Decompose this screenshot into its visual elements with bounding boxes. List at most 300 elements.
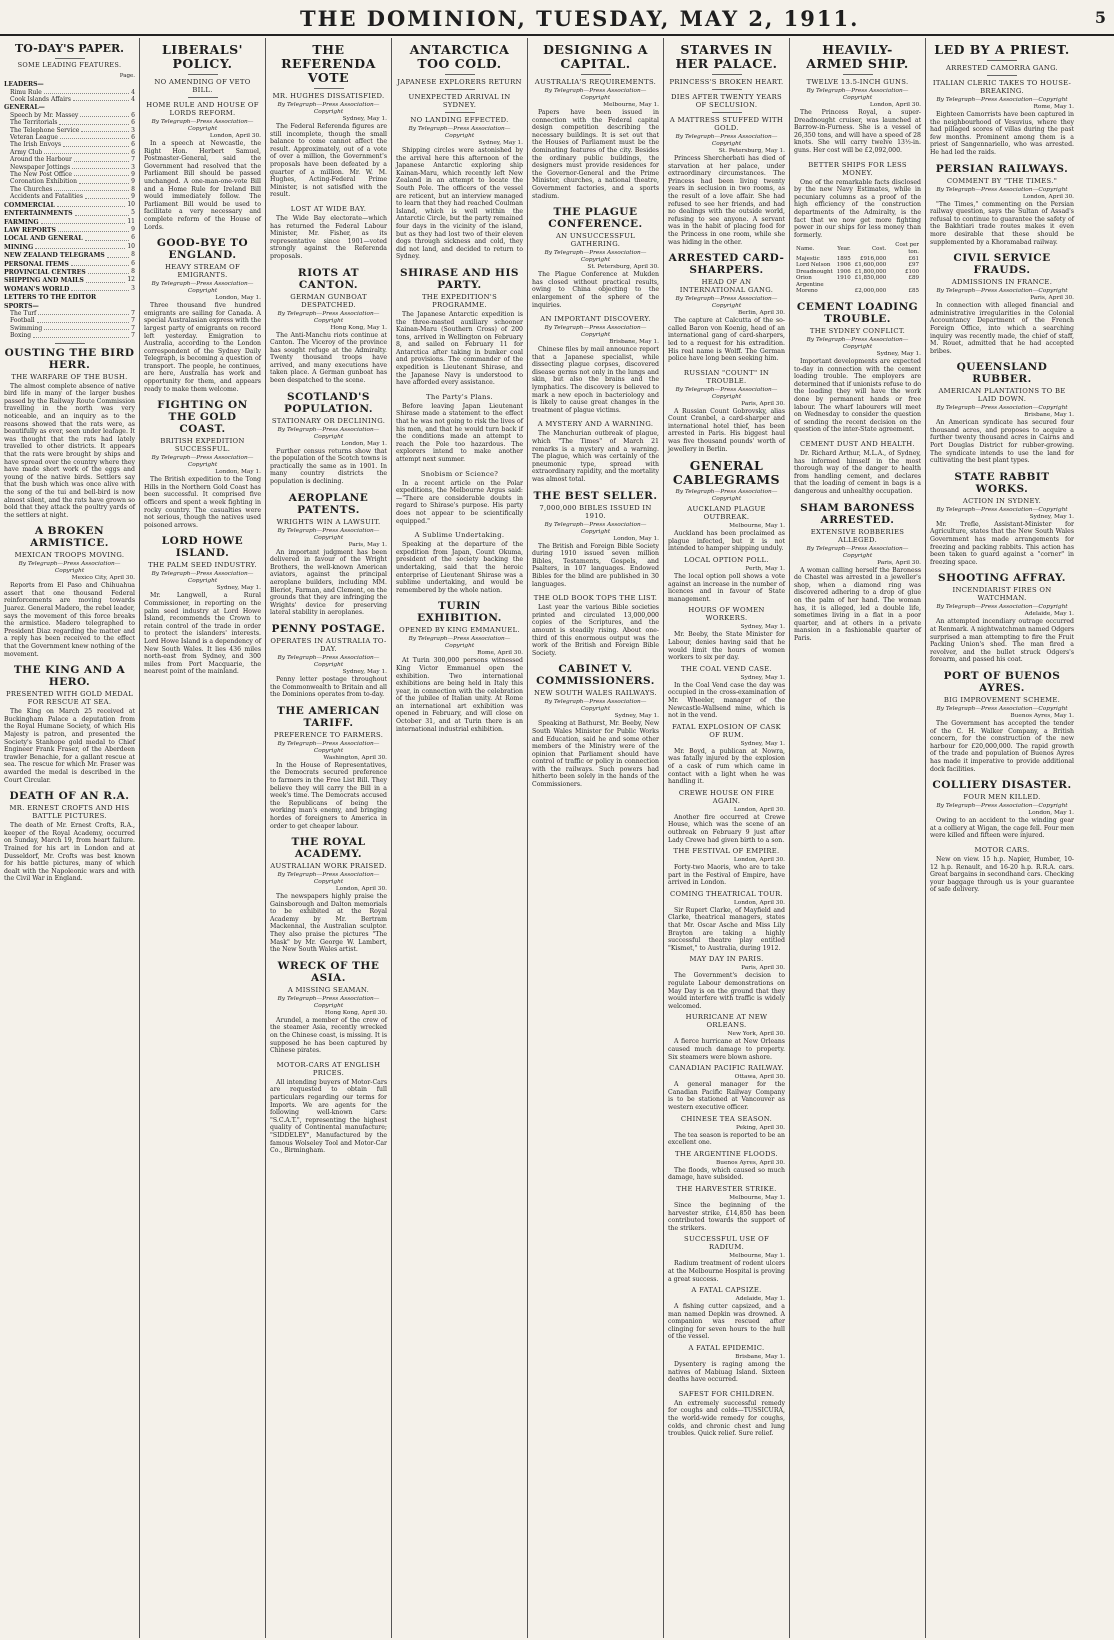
index-item-label: MINING — [4, 243, 34, 251]
rule — [712, 74, 742, 75]
article-headline: PENNY POSTAGE. — [271, 622, 386, 635]
article-goodbye — [144, 237, 261, 393]
article-headline: LED BY A PRIEST. — [934, 42, 1070, 57]
article-body: Chinese files by mail announce report that a Japanese specialist, while dissecting plague corpses, discovered disease germs not only in the lungs and skin, but also the brains and the lymphatics. The discovery is believed to mark a new epoch in bacteriology and is likely to cause great changes in the treatment of plague victims. — [532, 346, 659, 414]
dateline: London, April 30. — [733, 899, 785, 906]
dateline: Melbourne, May 1. — [729, 1253, 785, 1260]
cablegram-headline: CREWE HOUSE ON FIRE AGAIN. — [678, 788, 775, 805]
byline: By Telegraph—Press Association—Copyright — [277, 102, 380, 115]
table-cell: £61 — [908, 255, 919, 262]
article-gold-coast — [144, 399, 261, 529]
dateline: Sydney, May 1. — [216, 585, 261, 592]
index-leader-dots — [44, 149, 129, 154]
cablegram-body: Mr. Beeby, the State Minister for Labour, denies having said that he would limit the hours of women workers to six per day. — [668, 631, 785, 662]
article-count — [668, 369, 785, 454]
index-leader-dots — [35, 243, 125, 249]
rule — [581, 74, 611, 75]
article-persian — [930, 163, 1074, 247]
table-cell: Moreno — [796, 288, 818, 295]
index-item-label: Rimu Rule — [10, 88, 42, 96]
article-king-hero — [4, 664, 135, 784]
cablegram-item — [668, 723, 785, 786]
article-sublime-undertaking — [396, 531, 523, 594]
index-item-label: Army Club — [10, 148, 43, 156]
cablegram-headline: THE FESTIVAL OF EMPIRE. — [673, 847, 780, 856]
dateline: Buenos Ayres, April 30. — [716, 1159, 785, 1166]
article-liberals — [144, 43, 261, 231]
article-penny-postage — [270, 623, 387, 699]
index-item-page: 4 — [131, 96, 135, 103]
article-subhead: BIG IMPROVEMENT SCHEME. — [943, 695, 1061, 704]
article-subhead: CEMENT DUST AND HEALTH. — [800, 440, 915, 448]
article-death-ra — [4, 790, 135, 883]
index-item-label: The Churches — [10, 185, 53, 193]
cablegram-body: A fishing cutter capsized, and a man named Depkin was drowned. A companion was rescued after clinging for seven hours to the hull of the vessel. — [668, 1303, 785, 1341]
rule — [55, 343, 85, 344]
dateline: Brisbane, May 1. — [609, 339, 659, 346]
byline: By Telegraph—Press Association—Copyright — [408, 126, 511, 139]
index-item-label: NEW ZEALAND TELEGRAMS — [4, 252, 105, 260]
index-item-page: 9 — [131, 225, 135, 233]
article-subhead: AN IMPORTANT DISCOVERY. — [540, 315, 651, 324]
index-item — [4, 234, 135, 242]
index-item — [4, 149, 135, 156]
article-subhead: PRESENTED WITH GOLD MEDAL FOR RESCUE AT SEA. — [5, 690, 134, 707]
index-item — [4, 96, 135, 103]
dateline: Hong Kong, April 30. — [324, 1009, 387, 1016]
article-subhead: THE WARFARE OF THE BUSH. — [11, 372, 128, 381]
index-item-label: Football — [10, 317, 35, 325]
index-item — [4, 260, 135, 268]
dateline: London, May 1. — [613, 535, 659, 542]
article-subhead: TWELVE 13.5-INCH GUNS. — [806, 78, 909, 86]
table-cell: Orion — [796, 275, 812, 282]
index-item-label: LOCAL AND GENERAL — [4, 235, 83, 243]
article-body: Penny letter postage throughout the Commonwealth to Britain and all the Dominions operates from to-day. — [270, 675, 387, 699]
index-item — [4, 89, 135, 96]
index-leader-dots — [58, 226, 129, 232]
index-item-page: 3 — [131, 163, 135, 171]
index-item-page: 8 — [131, 267, 135, 275]
index-item — [4, 103, 135, 111]
cablegram-item — [668, 955, 785, 1010]
article-subhead: A MYSTERY AND A WARNING. — [537, 420, 654, 429]
byline: By Telegraph—Press Association—Copyright — [544, 88, 647, 101]
index-item-page: 7 — [131, 309, 135, 317]
article-subhead: ADMISSIONS IN FRANCE. — [951, 278, 1053, 287]
byline: By Telegraph—Press Association—Copyright — [151, 455, 254, 469]
article-subhead: THE EXPEDITION'S PROGRAMME. — [421, 292, 498, 309]
index-item-label: Accidents and Fatalities — [10, 193, 83, 201]
index-item-label: PERSONAL ITEMS — [4, 260, 69, 268]
cablegram-headline: THE HARVESTER STRIKE. — [676, 1184, 777, 1193]
cablegram-headline: COMING THEATRICAL TOUR. — [669, 889, 784, 898]
cablegram-body: The tea season is reported to be an excellent one. — [668, 1131, 785, 1147]
article-subhead: ACTION IN SYDNEY. — [962, 496, 1042, 505]
article-headline: QUEENSLAND RUBBER. — [956, 361, 1048, 386]
advert-body: New on view. 15 h.p. Napier, Humber, 10-12 h.p. Renault, and 16-20 h.p. R.R.A. cars. Great bargains in secondhand cars. Checking your baggage through us is your guarantee of safe delivery. — [930, 855, 1074, 894]
article-body: Speaking at the departure of the expedition from Japan, Count Okuma, president of the society backing the undertaking, said that the heroic enterprise of Lieutenant Shirase was a sublime undertaking, and would be remembered by the whole nation. — [396, 541, 523, 594]
cablegram-item — [668, 606, 785, 661]
column-3 — [266, 38, 392, 1638]
table-header-cell: Year. — [837, 245, 851, 252]
index-item-label: LEADERS— — [4, 81, 44, 89]
article-rabbit — [930, 471, 1074, 567]
index-item-page: 7 — [131, 317, 135, 325]
table-cell — [888, 282, 921, 289]
dateline: Sydney, May 1. — [478, 140, 523, 146]
article-subhead: MR. ERNEST CROFTS AND HIS BATTLE PICTURES. — [9, 804, 130, 821]
article-wide-bay — [270, 205, 387, 261]
index-item-label: The Irish Envoys — [10, 141, 62, 149]
table-cell: 1895 — [836, 255, 851, 262]
dateline: London, May 1. — [215, 295, 261, 302]
cablegram-body: Dysentery is raging among the natives of Mabiuag Island. Sixteen deaths have occurred. — [668, 1361, 785, 1384]
index-leader-dots — [72, 164, 129, 169]
article-headline: ANTARCTICA TOO COLD. — [409, 42, 510, 71]
newspaper-columns — [0, 38, 1114, 1638]
table-cell: 1906 — [836, 262, 851, 269]
article-royal-academy — [270, 836, 387, 954]
article-cablegrams — [668, 459, 785, 1384]
article-subhead: NO AMENDING OF VETO BILL. — [154, 78, 251, 94]
cablegram-item — [668, 1013, 785, 1061]
rule — [314, 88, 344, 89]
rule — [445, 112, 475, 113]
article-shirase — [396, 267, 523, 387]
article-headline: COLLIERY DISASTER. — [932, 779, 1072, 792]
byline: By Telegraph—Press Association—Copyright — [151, 119, 254, 132]
article-subhead: MEXICAN TROOPS MOVING. — [14, 551, 125, 560]
article-subhead: RUSSIAN "COUNT" IN TROUBLE. — [683, 368, 770, 385]
index-item-label: The Turf — [10, 309, 37, 317]
index-item — [4, 119, 135, 126]
article-body: In a speech at Newcastle, the Right Hon. Herbert Samuel, Postmaster-General, said the Government had resolved that the Parliament Bill should be passed unchanged. A one-man-one-vote Bill and a Home Rule for Ireland Bill would immediately follow. The Parliament Bill would be used to facilitate a very necessary and complete reform of the House of Lords. — [144, 140, 261, 231]
article-cement-dust — [794, 440, 921, 496]
article-headline: LIBERALS' POLICY. — [162, 42, 243, 71]
index-item-page: 6 — [131, 119, 135, 127]
index-item-page: 6 — [131, 234, 135, 242]
index-item — [4, 310, 135, 317]
cablegram-headline: LOCAL OPTION POLL. — [684, 556, 769, 565]
article-subhead: AUSTRALIA'S REQUIREMENTS. — [534, 78, 657, 86]
cablegram-item — [668, 1115, 785, 1147]
article-body: In the House of Representatives, the Democrats secured preference to farmers in the Free List Bill. They believe they will carry the Bill in a week's time. The Democrats accused the Republicans of being the working man's enemy, and bringing hordes of foreigners to America in order to get cheaper labour. — [270, 761, 387, 830]
index-leader-dots — [38, 310, 129, 315]
article-headline: CABINET V. COMMISSIONERS. — [536, 663, 655, 688]
index-leader-dots — [71, 260, 129, 266]
table-header-row — [794, 242, 921, 255]
article-subhead: MR. HUGHES DISSATISFIED. — [272, 92, 385, 100]
dateline: Ottawa, April 30. — [734, 1074, 785, 1081]
cablegram-body: Radium treatment of rodent ulcers at the Melbourne Hospital is proving a great success. — [668, 1260, 785, 1283]
article-subhead: ITALIAN CLERIC TAKES TO HOUSE-BREAKING. — [932, 79, 1072, 95]
article-body: Mr. Trefle, Assistant-Minister for Agriculture, states that the New South Wales Government has made arrangements for freezing and packing rabbits. This action has been taken to guard against a "corner" in freezing space. — [930, 520, 1074, 566]
column-5 — [528, 38, 664, 1638]
dateline: London, April 30. — [335, 886, 387, 893]
dateline: Sydney, May 1. — [1029, 513, 1074, 520]
article-headline: PORT OF BUENOS AYRES. — [943, 669, 1061, 694]
index-leader-dots — [37, 317, 129, 322]
cablegram-item — [668, 847, 785, 887]
table-cell — [853, 282, 889, 289]
byline: By Telegraph—Press Association—Copyright — [544, 521, 647, 535]
article-body: The Wide Bay electorate—which has returned the Federal Labour Minister, Mr. Fisher, as its representative since 1901—voted strongly against the Referenda proposals. — [270, 214, 387, 260]
cablegram-body: Sir Rupert Clarke, of Mayfield and Clarke, theatrical managers, states that Mr. Oscar Asche and Miss Lily Brayton are taking a highly successful theatre play entitled "Kismet," to Australia, during 1912. — [668, 906, 785, 952]
rule — [712, 89, 742, 90]
byline: By Telegraph—Press Association—Copyright — [936, 97, 1068, 103]
cablegram-headline: AUCKLAND PLAGUE OUTBREAK. — [687, 505, 766, 522]
index-item — [4, 193, 135, 200]
article-body: The capture at Calcutta of the so-called Baron von Koenig, head of an international gang of card-sharpers, led to a request for his extradition. His real name is Wolff. The German police have long been seeking him. — [668, 317, 785, 363]
article-colliery — [930, 779, 1074, 840]
dateline: London, May 1. — [1028, 810, 1074, 817]
article-card-sharpers — [668, 252, 785, 363]
dateline: Sydney, May 1. — [614, 713, 659, 720]
dateline: Brisbane, May 1. — [1024, 412, 1074, 419]
dateline: Adelaide, May 1. — [735, 1296, 785, 1303]
index-item-page: 3 — [131, 126, 135, 134]
dateline: Sydney, May 1. — [342, 116, 387, 122]
index-item-page: 9 — [131, 171, 135, 179]
byline: By Telegraph—Press Association—Copyright — [936, 705, 1068, 712]
article-subhead: WRIGHTS WIN A LAWSUIT. — [276, 517, 381, 526]
article-armistice — [4, 525, 135, 658]
index-item-page: 10 — [127, 200, 135, 208]
article-subhead: The Party's Plans. — [426, 392, 493, 401]
article-subhead: THE SYDNEY CONFLICT. — [809, 327, 906, 336]
article-priest — [930, 43, 1074, 157]
dateline: Melbourne, May 1. — [729, 523, 785, 530]
index-item-page: 6 — [131, 148, 135, 156]
dateline: Peking, April 30. — [735, 1124, 785, 1131]
byline: By Telegraph—Press Association—Copyright — [277, 426, 380, 440]
article-subhead: THE PALM SEED INDUSTRY. — [148, 561, 257, 570]
index-item-label: Around the Harbour — [10, 156, 72, 164]
article-body: The Government has accepted the tender of the C. H. Walker Company, a British concern, for the construction of the new harbour for £20,000,000. The rapid growth of the trade and population of Buenos Ayres has made it imperative to provide additional dock facilities. — [930, 719, 1074, 773]
cablegram-headline: THE ARGENTINE FLOODS. — [675, 1149, 778, 1158]
article-body: The Japanese Antarctic expedition is the three-masted auxiliary schooner Kainan-Maru (Southern Cross) of 200 tons, arrived in Wellington on February 8, and sailed on February 11 for Antarctica after taking in bunker coal and provisions. The commander of the expedition is Lieutenant Shirase, and the Japanese Navy is understood to have afforded every assistance. — [396, 310, 523, 387]
article-body: Important developments are expected to-day in connection with the cement loading trouble. The employers are determined that if unionists refuse to do the loading they will have the work done by permanent hands or free labour. The wharf labourers will meet on Wednesday to consider the question of sending the recent decision on the question of the inter-State agreement. — [794, 358, 922, 434]
cablegram-item — [668, 1344, 785, 1384]
newspaper-title: THE DOMINION, TUESDAY, MAY 2, 1911. — [300, 6, 860, 31]
article-body: Arundel, a member of the crew of the steamer Asia, recently wrecked on the Chinese coast, is missing. It is supposed he has been captured by Chinese pirates. — [270, 1016, 387, 1055]
article-headline: THE ROYAL ACADEMY. — [291, 836, 366, 861]
dateline: Brisbane, May 1. — [735, 1354, 785, 1361]
article-body: An attempted incendiary outrage occurred at Renmark. A nightwatchman named Odgers surprised a man attempting to fire the Fruit Packing Union's shed. The man fired a revolver, and the bullet struck Odgers's forearm, and passed his coat. — [930, 618, 1074, 664]
article-buenos-ayres — [930, 670, 1074, 773]
article-subhead: STATIONARY OR DECLINING. — [271, 416, 386, 425]
table-cell: £1,600,000 — [854, 262, 887, 269]
index-item — [4, 186, 135, 193]
article-body: Before leaving Japan Lieutenant Shirase made a statement to the effect that he was not going to risk the lives of his men, and that he would turn back if the conditions made an attempt to reach the Pole too hazardous. The explorers intend to make another attempt next summer. — [396, 402, 523, 463]
cablegram-list — [668, 505, 785, 1384]
index-leader-dots — [79, 178, 129, 183]
byline: By Telegraph—Press Association—Copyright — [675, 489, 778, 503]
article-body: In connection with alleged financial and administrative irregularities in the Colonial Accountancy Department of the French Foreign Office, into which a searching inquiry was recently made, the chief of staff, M. Rouet, admitted that he had accepted bribes. — [930, 302, 1074, 355]
cablegram-item — [668, 505, 785, 553]
index-leader-dots — [57, 201, 126, 207]
byline: By Telegraph—Press Association—Copyright — [806, 88, 909, 101]
column-2 — [140, 38, 266, 1638]
column-7 — [790, 38, 926, 1638]
dateline: Paris, May 1. — [348, 541, 387, 548]
advert-motor-cars-2 — [930, 846, 1074, 894]
article-headline: A BROKEN ARMISTICE. — [30, 525, 109, 550]
index-item-label: The Territorials — [10, 119, 58, 127]
index-item — [4, 302, 135, 310]
dateline: Melbourne, May 1. — [603, 102, 659, 108]
article-plague — [532, 206, 659, 309]
table-row — [794, 256, 921, 263]
dateline: Paris, April 30. — [741, 400, 785, 407]
column-8 — [926, 38, 1078, 1638]
column-1 — [0, 38, 140, 1638]
article-referenda — [270, 43, 387, 199]
table-cell: 1910 — [836, 275, 851, 282]
article-headline: GENERAL CABLEGRAMS — [672, 458, 781, 488]
dateline: London, May 1. — [341, 440, 387, 447]
byline: By Telegraph—Press Association—Copyright — [277, 995, 380, 1009]
dateline: Paris, April 30. — [877, 559, 921, 566]
dateline: London, April 30. — [1022, 193, 1074, 200]
cablegram-item — [668, 1235, 785, 1283]
index-item-page: 11 — [127, 217, 135, 225]
byline: By Telegraph—Press Association—Copyright — [675, 134, 778, 147]
index-item-label: ENTERTAINMENTS — [4, 210, 73, 218]
article-headline: CEMENT LOADING TROUBLE. — [796, 301, 919, 326]
byline: By Telegraph—Press Association—Copyright — [936, 506, 1068, 513]
dateline: Mexico City, April 30. — [71, 575, 135, 582]
article-partys-plans — [396, 393, 523, 464]
dateline: London, April 30. — [733, 857, 785, 864]
article-subhead: GERMAN GUNBOAT DESPATCHED. — [290, 292, 367, 309]
article-body: The British expedition to the Tong Hills in the Northern Gold Coast has been successful. It comprised five officers and spent a week fighting in rocky country. The casualties were not serious, though the natives used poisoned arrows. — [144, 476, 261, 529]
byline: By Telegraph—Press Association—Copyright — [277, 527, 380, 541]
cablegram-headline: MAY DAY IN PARIS. — [689, 955, 764, 964]
article-body: Three thousand five hundred emigrants are sailing for Canada. A special Australasian express with the largest party of emigrants on record left yesterday. Emigration to Australia, according to the London correspondent of the Sydney Daily Telegraph, is becoming a question of transport. The people, he continues, are here, Australia has work and opportunity for them, and appears ready to make them welcome. — [144, 302, 261, 393]
index-item-page: 8 — [131, 185, 135, 193]
index-item-label: LAW REPORTS — [4, 226, 56, 234]
advert-motor-cars — [270, 1061, 387, 1155]
article-subhead: EXTENSIVE ROBBERIES ALLEGED. — [810, 527, 905, 544]
index-item-page: 3 — [131, 284, 135, 292]
article-headline: GOOD-BYE TO ENGLAND. — [156, 237, 249, 262]
cablegram-body: The Government's decision to regulate Labour demonstrations on May Day is on the ground that they would interfere with traffic is widely welcomed. — [668, 972, 785, 1010]
index-item-label: SHIPPING AND MAILS — [4, 277, 84, 285]
article-subhead: PREFERENCE TO FARMERS. — [273, 730, 384, 739]
dateline: London, April 30. — [733, 806, 785, 813]
article-body: The Princess Royal, a super-Dreadnought cruiser, was launched at Barrow-in-Furness. She is a vessel of 26,350 tons, and will have a speed of 28 knots. She will carry twelve 13½-in. guns. Her cost will be £2,092,000. — [794, 109, 921, 154]
article-cement — [794, 301, 921, 434]
article-body: Owing to an accident to the winding gear at a colliery at Wigan, the cage fell. Four men were killed and fifteen were injured. — [930, 817, 1074, 840]
dateline: Perth, May 1. — [745, 566, 785, 573]
index-leader-dots — [41, 218, 126, 224]
article-antarctica — [396, 43, 523, 261]
index-item-label: WOMAN'S WORLD — [4, 285, 70, 293]
rule — [55, 58, 85, 59]
table-header-cell: Cost. — [871, 245, 887, 252]
index-item-label: The Telephone Service — [10, 126, 80, 134]
table-row — [794, 275, 921, 282]
cablegram-body: Another fire occurred at Crewe House, which was the scene of an outbreak on February 9 just after Lady Crewe had given birth to a son. — [668, 813, 785, 844]
table-cell: £2,000,000 — [854, 288, 887, 295]
article-warship — [794, 43, 921, 155]
byline: By Telegraph—Press Association—Copyright — [544, 699, 647, 713]
rule — [987, 60, 1017, 61]
article-best-seller — [532, 490, 659, 589]
dateline: Sydney, May 1. — [342, 668, 387, 675]
rule — [188, 97, 218, 98]
table-cell: £1,800,000 — [854, 268, 887, 275]
cablegram-headline: CHINESE TEA SEASON. — [680, 1114, 773, 1123]
table-cell: £916,000 — [860, 255, 887, 262]
index-item — [4, 276, 135, 284]
table-cell: Dreadnought — [796, 268, 833, 275]
article-subhead: FOUR MEN KILLED. — [963, 793, 1041, 802]
dateline: Hong Kong, May 1. — [330, 324, 387, 331]
article-body: A woman calling herself the Baroness de Chastel was arrested in a jeweller's shop, when a diamond ring was discovered adhering to a drop of glue on the palm of her hand. The woman has, it is alleged, led a double life, sometimes living in a flat in a poor quarter, and at others in a private mansion in a fashionable quarter of Paris. — [794, 566, 921, 642]
index-leader-dots — [85, 234, 130, 240]
byline: By Telegraph—Press Association—Copyright — [936, 405, 1068, 412]
cablegram-item — [668, 789, 785, 844]
article-shooting — [930, 572, 1074, 664]
article-body: The almost complete absence of native bird life in many of the larger bushes passed by the Railway Route Commission travelling in the north was very noticeable, and an inquiry as to the reasons showed that the rats were, as beautifully as ever, seen under leafage. It was thought that the rats had lately travelled to other districts. It appears that the rats were brought by ships and have spread over the country where they have made short work of the eggs and young of the native birds. Settlers say that the bush which was once alive with the song of the tui and bell-bird is now almost silent, and the rats have grown so bold that they attack the poultry yards of the settlers at night. — [4, 382, 135, 519]
index-item-label: PROVINCIAL CENTRES — [4, 268, 86, 276]
index-leader-dots — [71, 285, 129, 291]
article-mystery — [532, 420, 659, 483]
article-body: A Russian Count Gobrovsky, alias Count Cranbel, a card-sharper and international hotel thief, has been arrested in Paris. His biggest haul was five thousand pounds' worth of jewellery in Berlin. — [668, 407, 785, 453]
index-item-page: 4 — [131, 88, 135, 96]
article-subhead: UNEXPECTED ARRIVAL IN SYDNEY. — [408, 93, 511, 109]
rule — [445, 74, 475, 75]
article-subhead: A MATTRESS STUFFED WITH GOLD. — [669, 116, 784, 132]
article-discovery — [532, 315, 659, 414]
cablegram-body: Mr. Boyd, a publican at Nowra, was fatally injured by the explosion of a cask of rum which came in contact with a light when he was handling it. — [668, 747, 785, 786]
index-item — [4, 325, 135, 332]
dateline: Sydney, May 1. — [876, 351, 921, 358]
byline: By Telegraph—Press Association—Copyright — [277, 872, 380, 886]
article-body: The King on March 25 received at Buckingham Palace a deputation from the Royal Humane Society, of which His Majesty is patron, and presented the Society's Stanhope gold medal to Chief Engineer Frank Fraser, of the Aberdeen trawler Benachie, for a gallant rescue at sea. The rescue for which Mr. Fraser was awarded the medal is described in the Court Circular. — [4, 708, 135, 784]
article-body: An important judgment has been delivered in favour of the Wright Brothers, the well-known American aviators, against the principal aeroplane builders, including MM. Bleriot, Farman, and Clement, on the grounds that they are infringing the Wrights' device for preserving lateral stability in aeroplanes. — [270, 548, 387, 617]
article-body: In a recent article on the Polar expeditions, the Melbourne Argus said:—"There are considerable doubts in regard to Shirase's purpose. His party does not appear to be scientifically equipped." — [396, 479, 523, 525]
article-subhead: LOST AT WIDE BAY. — [290, 204, 367, 213]
article-headline: TURIN EXHIBITION. — [417, 600, 502, 625]
article-body: Papers have been issued in connection with the Federal capital design competition describing the necessary buildings. It is set out that the Houses of Parliament must be the dominating features of the city. Besides the ordinary public buildings, the designers must provide residences for the Governor-General and the Prime Minister, churches, a national theatre, Government factories, and a sports stadium. — [532, 109, 659, 200]
table-header-cell: Cost per ton. — [895, 242, 919, 255]
index-item-label: Coronation Exhibition — [10, 178, 77, 186]
cablegram-headline: THE COAL VEND CASE. — [681, 664, 772, 673]
article-headline: THE KING AND A HERO. — [13, 664, 126, 689]
index-item-page: 12 — [127, 276, 135, 284]
cablegram-item — [668, 1150, 785, 1182]
index-item — [4, 201, 135, 209]
page-number: 5 — [1094, 8, 1106, 27]
index-item-label: Boxing — [10, 332, 32, 340]
table-body — [794, 256, 921, 296]
dateline: Rome, April 30. — [477, 650, 523, 657]
article-capital — [532, 43, 659, 200]
article-body: The British and Foreign Bible Society during 1910 issued seven million Bibles, Testaments, Gospels, and Psalters, in 107 languages. Endowed Bibles for the blind are published in 30 languages. — [532, 542, 659, 588]
article-headline: SHAM BARONESS ARRESTED. — [800, 501, 915, 526]
article-better-ships — [794, 161, 921, 296]
article-subhead: DIES AFTER TWENTY YEARS OF SECLUSION. — [671, 93, 782, 109]
article-bird — [4, 347, 135, 520]
article-headline: HEAVILY-ARMED SHIP. — [806, 42, 909, 71]
table-row — [794, 269, 921, 276]
index-item-page: 8 — [131, 251, 135, 259]
index-item — [4, 285, 135, 293]
